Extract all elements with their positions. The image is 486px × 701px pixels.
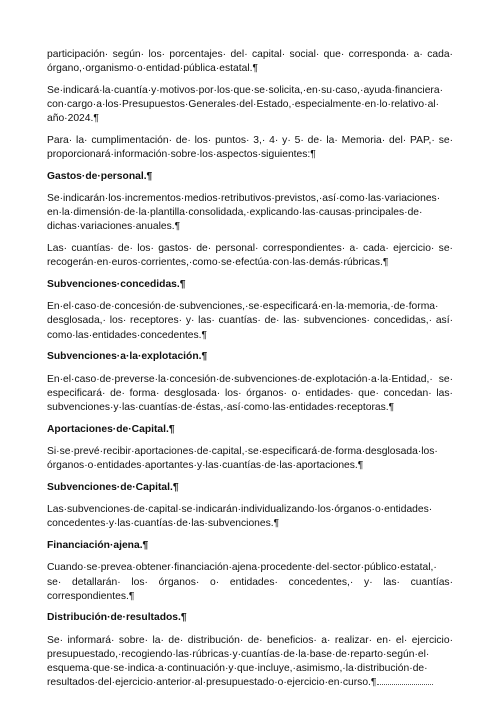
paragraph: [47, 634, 453, 691]
paragraph: Las· cuantías· de· los· gastos· de· personal· correspondientes· a· cada· ejercicio· se· recogerán·en·euros·corrientes,·como·se·efectúa·con·las·demás·rúbricas.¶: [47, 242, 453, 269]
paragraph: En·el·caso·de·concesión·de·subvenciones,·se·especificará·en·la·memoria,·de·forma· desglosada,· los· receptores· y· las· cuantías· de· las· subvenciones· concedidas,· así· como·las·entidades·concedentes.¶: [47, 301, 453, 341]
dotted-leader: [377, 676, 433, 685]
section-heading: Distribución·de·resultados.¶: [47, 612, 187, 624]
paragraph: Las·subvenciones·de·capital·se·indicarán·individualizando·los·órganos·o·entidades· concedentes·y·las·cuantías·de·las·subvenciones.¶: [47, 504, 433, 530]
paragraph: Se·indicarán·los·incrementos·medios·retributivos·previstos,·así·como·las·variaciones· en·la·dimensión·de·la·plantilla·consolidada,·explicando·las·causas·principales·de· dichas·variaciones·anuales.¶: [47, 192, 441, 233]
paragraph: Se·indicará·la·cuantía·y·motivos·por·los·que·se·solicita,·en·su·caso,·ayuda·financiera· con·cargo·a·los·Presupuestos·Generales·del·Estado,·especialmente·en·lo·relativo·al· año·2024.¶: [47, 84, 444, 125]
paragraph-text: Se· informará· sobre· la· de· distribución· de· beneficios· a· realizar· en· el· ejercicio· presupuestado,·recogiendo·las·rúbricas·y·cuantías·de·la·base·de·reparto·según·el· esquema·que·se·indica·a·continuación·y·que·incluye,·asimismo,·la·distribución·de· resultados·del·ejercicio·anterior·al·presupuestado·o·ejercicio·en·curso.¶: [47, 634, 453, 689]
paragraph: En·el·caso·de·preverse·la·concesión·de·subvenciones·de·explotación·a·la·Entidad,· se· especificará· de· forma· desglosada· los· órganos· o· entidades· que· concedan· las· subvenciones·y·las·cuantías·de·éstas,·así·como·las·entidades·receptoras.¶: [47, 373, 453, 413]
document-body: [47, 48, 453, 698]
section-heading: Financiación·ajena.¶: [47, 539, 149, 551]
section-heading: Aportaciones·de·Capital.¶: [47, 423, 175, 435]
paragraph: Cuando·se·prevea·obtener·financiación·ajena·procedente·del·sector·público·estatal,· se· detallarán· los· órganos· o· entidades· concedentes,· y· las· cuantías· correspondientes.¶: [47, 562, 453, 602]
paragraph: Para· la· cumplimentación· de· los· puntos· 3,· 4· y· 5· de· la· Memoria· del· PAP,· se· proporcionará·información·sobre·los·aspectos·siguientes:¶: [47, 134, 453, 160]
section-heading: Gastos·de·personal.¶: [47, 170, 153, 182]
paragraph: Si·se·prevé·recibir·aportaciones·de·capital,·se·especificará·de·forma·desglosada·los· órganos·o·entidades·aportantes·y·las·cuantías·de·las·aportaciones.¶: [47, 445, 438, 472]
section-heading: Subvenciones·de·Capital.¶: [47, 481, 179, 493]
section-heading: Subvenciones·concedidas.¶: [47, 278, 186, 290]
paragraph: participación· según· los· porcentajes· del· capital· social· que· corresponda· a· cada· órgano,·organismo·o·entidad·pública·estatal.¶: [47, 49, 453, 75]
section-heading: Subvenciones·a·la·explotación.¶: [47, 351, 208, 363]
